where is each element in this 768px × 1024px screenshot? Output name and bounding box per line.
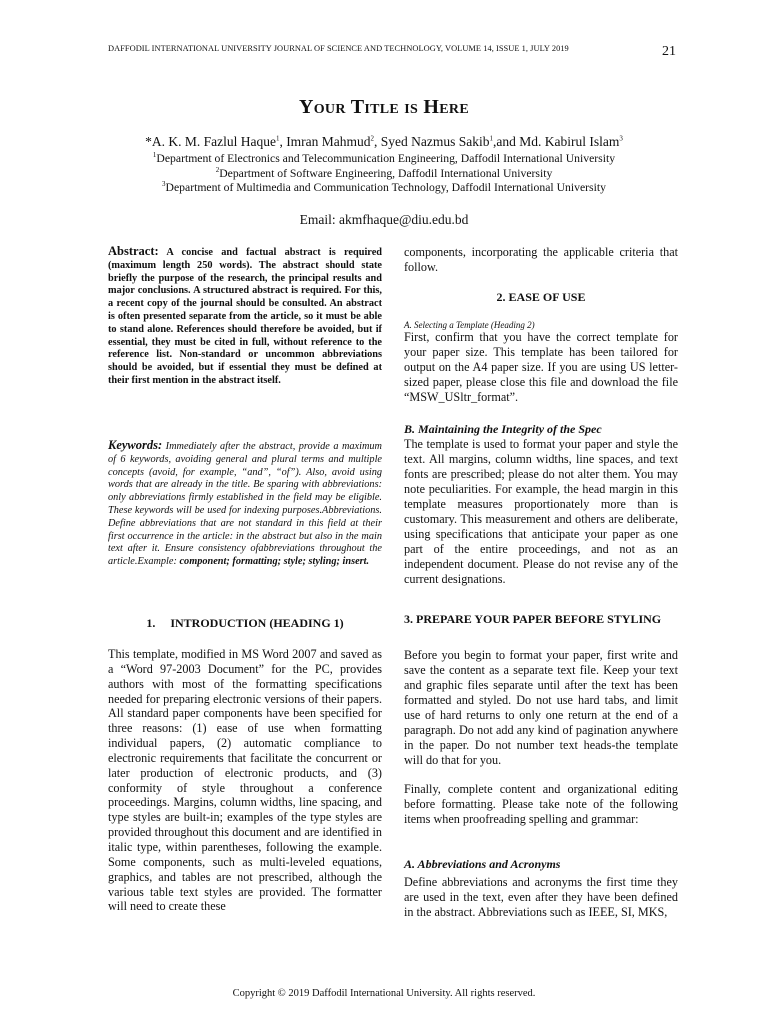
intro-body	[108, 647, 382, 914]
affiliation-2	[0, 167, 768, 180]
abbreviations-paragraph: Define abbreviations and acronyms the first time they are used in the text, even after they have been defined in the abstract. Abbreviations such as IEEE, SI, MKS,	[404, 875, 678, 919]
author-3-sup: 1	[489, 134, 494, 143]
right-col-continued	[404, 245, 678, 275]
affiliation-2-sup: 2	[215, 166, 220, 175]
author-4: ,and Md. Kabirul Islam	[493, 134, 620, 149]
selecting-paragraph: First, confirm that you have the correct template for your paper size. This template has been tailored for output on the A4 paper size. If you are using US letter-sized paper, please close this file and download the file “MSW_USltr_format”.	[404, 330, 678, 404]
email-line: Email: akmfhaque@diu.edu.bd	[299, 212, 469, 227]
affiliation-3-text: Department of Multimedia and Communication Technology, Daffodil International University	[165, 181, 606, 194]
abbreviations-heading: A. Abbreviations and Acronyms	[404, 857, 561, 871]
affiliation-3-sup: 3	[162, 180, 166, 189]
intro-paragraph: This template, modified in MS Word 2007 and saved as a “Word 97-2003 Document” for the PC, provides authors with most of the formatting specifications needed for preparing electronic versions of their papers. All standard paper components have been specified for three reasons: (1) ease of use when formatting individual papers, (2) automatic compliance to electronic requirements that facilitate the concurrent or later production of electronic products, and (3) conformity of style throughout a conference proceedings. Margins, column widths, line spacing, and type styles are built-in; examples of the type styles are provided throughout this document and are identified in italic type, within parentheses, following the example. Some components, such as multi-leveled equations, graphics, and tables are not prescribed, although the various table text styles are provided. The formatter will need to create these	[108, 647, 382, 914]
ease-of-use-heading: 2. EASE OF USE	[496, 290, 586, 304]
affiliation-3	[0, 181, 768, 194]
prepare-heading-block	[404, 612, 678, 627]
abstract-text: A concise and factual abstract is required (maximum length 250 words). The abstract should state briefly the purpose of the research, the principal results and major conclusions. A structured abstract is required. For this, a recent copy of the journal should be consulted. An abstract is often presented separate from the article, so it must be able to stand alone. References should therefore be avoided, but if essential, they must be cited in full, without reference to the reference list. Non-standard or uncommon abbreviations should be avoided, but if essential they must be defined at their first mention in the abstract itself.	[108, 247, 382, 386]
affiliation-2-text: Department of Software Engineering, Daffodil International University	[219, 167, 553, 180]
prepare-heading: 3. PREPARE YOUR PAPER BEFORE STYLING	[404, 612, 662, 626]
selecting-heading: A. Selecting a Template (Heading 2)	[404, 320, 535, 330]
abstract-label: Abstract:	[108, 244, 159, 258]
intro-heading: 1. INTRODUCTION (HEADING 1)	[146, 616, 344, 630]
journal-header: DAFFODIL INTERNATIONAL UNIVERSITY JOURNAL OF SCIENCE AND TECHNOLOGY, VOLUME 14, ISSUE 1, JULY 2019	[108, 44, 569, 53]
keywords-example: component; formatting; style; styling; insert.	[179, 556, 370, 568]
keywords-label: Keywords:	[108, 438, 163, 452]
prepare-paragraph-2: Finally, complete content and organizational editing before formatting. Please take note of the following items when proofreading spelling and grammar:	[404, 782, 678, 826]
prepare-body-2	[404, 782, 678, 827]
page-number: 21	[662, 44, 676, 59]
author-3: , Syed Nazmus Sakib	[374, 134, 490, 149]
copyright-footer: Copyright © 2019 Daffodil International University. All rights reserved.	[232, 988, 536, 999]
keywords-text: Immediately after the abstract, provide a maximum of 6 keywords, avoiding general and plural terms and multiple concepts (avoid, for example, “and”, “of”). Also, avoid using words that are already in the title. Be sparing with abbreviations: only abbreviations firmly established in the field may be eligible. These keywords will be used for indexing purposes.Abbreviations. Define abbreviations that are not standard in this field at their first occurrence in the article: in the abstract but also in the main text after it. Ensure consistency ofabbreviations throughout the article.Example:	[108, 441, 382, 568]
author-2: , Imran Mahmud	[279, 134, 371, 149]
left-column	[108, 245, 382, 388]
ease-heading-block	[404, 290, 678, 305]
abbr-block	[404, 857, 678, 920]
selecting-block	[404, 320, 678, 405]
abstract	[108, 245, 382, 388]
affiliation-1	[0, 152, 768, 165]
prepare-paragraph-1: Before you begin to format your paper, first write and save the content as a separate text file. Keep your text and graphic files separate until after the text has been formatted and styled. Do not use hard tabs, and limit use of hard returns to only one return at the end of a paragraph. Do not add any kind of pagination anywhere in the paper. Do not number text heads-the template will do that for you.	[404, 648, 678, 767]
continued-paragraph: components, incorporating the applicable criteria that follow.	[404, 245, 678, 274]
intro-heading-block	[108, 616, 382, 631]
author-1: *A. K. M. Fazlul Haque	[145, 134, 276, 149]
keywords	[108, 439, 382, 569]
maintaining-heading: B. Maintaining the Integrity of the Spec	[404, 422, 602, 436]
maintaining-paragraph: The template is used to format your paper and style the text. All margins, column widths, line spaces, and text fonts are prescribed; please do not alter them. You may note peculiarities. For example, the head margin in this template measures proportionately more than is customary. This measurement and others are deliberate, using specifications that anticipate your paper as one part of the entire proceedings, and not as an independent document. Please do not revise any of the current designations.	[404, 437, 678, 586]
paper-title: Your Title is Here	[299, 96, 469, 118]
author-1-sup: 1	[275, 134, 280, 143]
author-line	[0, 134, 768, 150]
prepare-body-1	[404, 648, 678, 768]
maintaining-block	[404, 422, 678, 587]
affiliation-1-sup: 1	[152, 151, 157, 160]
affiliation-1-text: Department of Electronics and Telecommunication Engineering, Daffodil International University	[156, 152, 616, 165]
author-4-sup: 3	[619, 134, 623, 143]
author-2-sup: 2	[370, 134, 375, 143]
keywords-block	[108, 439, 382, 569]
